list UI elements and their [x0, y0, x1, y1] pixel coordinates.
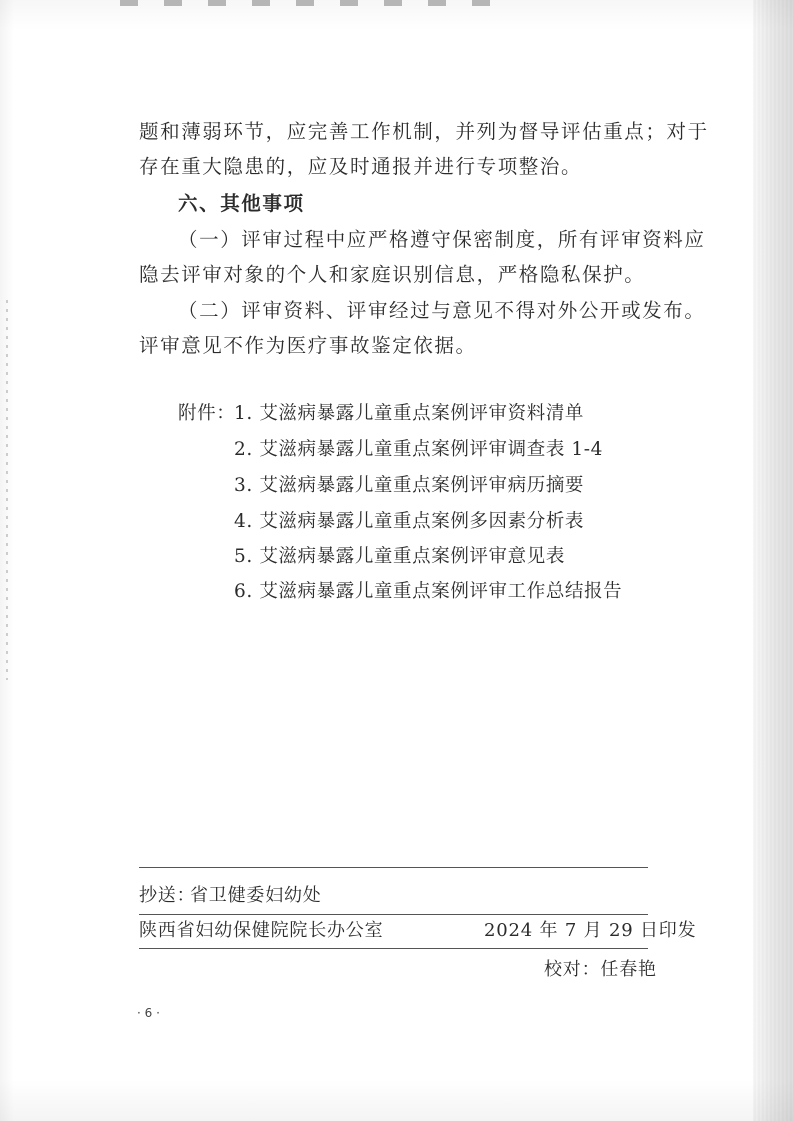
attachment-item: 5. 艾滋病暴露儿童重点案例评审意见表	[234, 546, 565, 567]
body-text-line: 隐去评审对象的个人和家庭识别信息，严格隐私保护。	[139, 263, 646, 286]
body-text-line: （二）评审资料、评审经过与意见不得对外公开或发布。	[178, 299, 706, 322]
attachment-item: 4. 艾滋病暴露儿童重点案例多因素分析表	[234, 511, 585, 532]
body-text-line: 存在重大隐患的，应及时通报并进行专项整治。	[139, 155, 583, 178]
body-text-line: （一）评审过程中应严格遵守保密制度，所有评审资料应	[178, 228, 706, 251]
scan-artifact	[120, 0, 500, 6]
attachment-item: 1. 艾滋病暴露儿童重点案例评审资料清单	[234, 403, 585, 424]
attachment-item: 2. 艾滋病暴露儿童重点案例评审调查表 1-4	[234, 439, 604, 460]
footer-rule-top	[139, 867, 648, 868]
footer-rule-bottom	[139, 948, 648, 949]
footer-rule-middle	[139, 914, 648, 915]
attachment-item: 3. 艾滋病暴露儿童重点案例评审病历摘要	[234, 475, 585, 496]
section-heading: 六、其他事项	[178, 192, 305, 215]
body-text-line: 评审意见不作为医疗事故鉴定依据。	[139, 334, 477, 357]
issuer: 陕西省妇幼保健院院长办公室	[139, 920, 384, 941]
cc-value: 省卫健委妇幼处	[190, 885, 322, 906]
attachments-label: 附件：	[178, 403, 236, 424]
attachment-item: 6. 艾滋病暴露儿童重点案例评审工作总结报告	[234, 581, 623, 602]
page-number: · 6 ·	[137, 1006, 160, 1020]
proofreader: 校对：任春艳	[544, 959, 657, 980]
scan-shadow	[753, 0, 793, 1121]
issue-date: 2024 年 7 月 29 日印发	[484, 920, 697, 941]
binding-marks	[6, 300, 8, 680]
cc-label: 抄送：	[139, 885, 196, 906]
body-text-line: 题和薄弱环节，应完善工作机制，并列为督导评估重点；对于	[139, 120, 709, 143]
